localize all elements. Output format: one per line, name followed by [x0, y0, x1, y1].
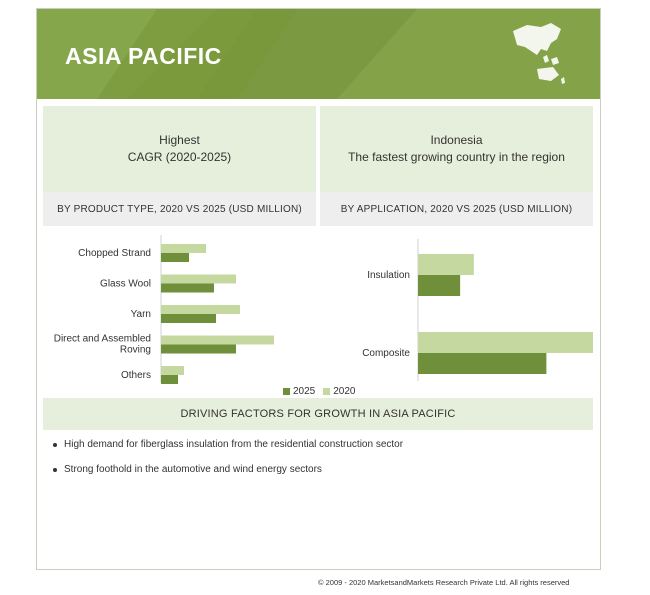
bar-2025	[161, 284, 214, 293]
driver-text: High demand for fiberglass insulation from the residential construction sector	[64, 439, 404, 450]
category-label: Insulation	[367, 270, 410, 281]
bar-2020	[161, 305, 240, 314]
bar-2020	[161, 275, 236, 284]
bar-2020	[161, 366, 184, 375]
legend-item-2025	[283, 386, 315, 397]
bar-2025	[161, 253, 189, 262]
driving-factors-heading: DRIVING FACTORS FOR GROWTH IN ASIA PACIFIC	[43, 398, 593, 430]
card-value: The fastest growing country in the region	[348, 150, 565, 164]
legend-label-2025: 2025	[293, 386, 316, 397]
driving-factors-list	[53, 439, 403, 489]
region-title: ASIA PACIFIC	[65, 43, 222, 69]
list-item	[53, 439, 403, 450]
legend-item-2020	[323, 386, 355, 397]
card-label: Highest	[159, 133, 200, 147]
driver-text: Strong foothold in the automotive and wind energy sectors	[64, 464, 322, 475]
legend-label-2020: 2020	[333, 386, 356, 397]
bar-2020	[161, 244, 206, 253]
asia-pacific-map-icon	[507, 21, 567, 87]
copyright-notice: © 2009 - 2020 MarketsandMarkets Research Private Ltd. All rights reserved	[318, 578, 570, 587]
bar-2020	[418, 254, 474, 275]
bullet-icon	[53, 468, 57, 472]
chart-legend	[283, 386, 360, 397]
card-label: Indonesia	[430, 133, 483, 147]
bar-2025	[418, 353, 546, 374]
bar-2025	[161, 314, 216, 323]
infographic-frame	[36, 8, 601, 570]
bar-2020	[161, 336, 274, 345]
bar-2025	[161, 345, 236, 354]
bar-2020	[418, 332, 593, 353]
fastest-growing-card	[320, 106, 593, 192]
region-banner	[37, 9, 600, 99]
application-chart	[320, 231, 593, 386]
card-value: CAGR (2020-2025)	[127, 150, 232, 164]
category-label: Composite	[362, 348, 410, 359]
category-label: Glass Wool	[100, 278, 151, 290]
bar-2025	[161, 375, 178, 384]
product-type-chart	[43, 231, 316, 386]
category-label: Others	[120, 370, 151, 381]
category-label: Yarn	[130, 309, 151, 320]
category-label: Direct and Assembled Roving	[53, 333, 151, 356]
bar-2025	[418, 275, 460, 296]
list-item	[53, 464, 403, 475]
product-type-heading: BY PRODUCT TYPE, 2020 VS 2025 (USD MILLION)	[43, 192, 316, 226]
legend-swatch-2020	[323, 388, 330, 395]
highest-cagr-card	[43, 106, 316, 192]
legend-swatch-2025	[283, 388, 290, 395]
application-heading: BY APPLICATION, 2020 VS 2025 (USD MILLION)	[320, 192, 593, 226]
category-label: Chopped Strand	[78, 248, 151, 259]
bullet-icon	[53, 443, 57, 447]
